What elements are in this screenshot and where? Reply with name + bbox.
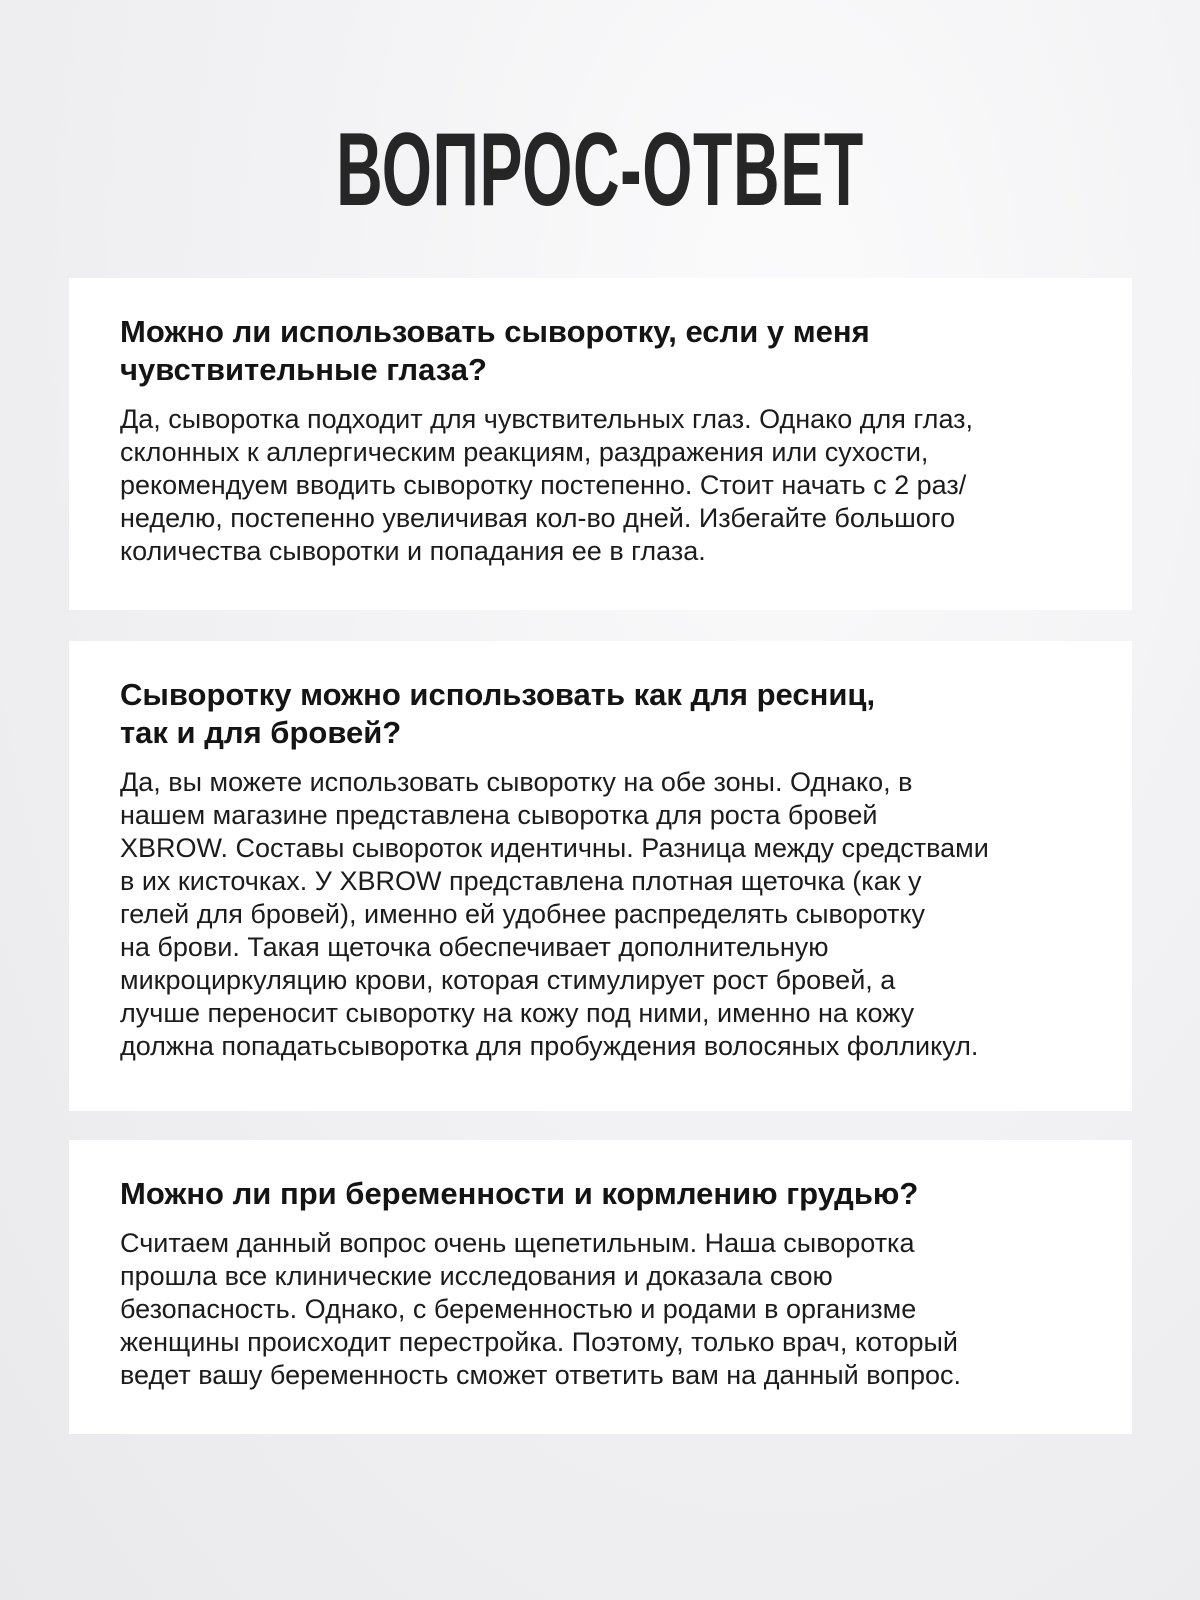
faq-answer: Считаем данный вопрос очень щепетильным. Наша сыворотка прошла все клинические исследования и доказала свою безопасность. Однако, с беременностью и родами в организме женщины происходит перестройка. Поэтому, только врач, который ведет вашу беременность сможет ответить вам на данный вопрос. bbox=[120, 1228, 961, 1390]
faq-question: Можно ли использовать сыворотку, если у меня чувствительные глаза? bbox=[120, 314, 870, 387]
faq-answer: Да, сыворотка подходит для чувствительных глаз. Однако для глаз, склонных к аллергическим реакциям, раздражения или сухости, рекомендуем вводить сыворотку постепенно. Стоит начать с 2 раз/ неделю, постепенно увеличивая кол-во дней. Избегайте большого количества сыворотки и попадания ее в глаза. bbox=[120, 404, 974, 566]
faq-card bbox=[69, 278, 1132, 610]
faq-card bbox=[69, 1140, 1132, 1434]
faq-question: Сыворотку можно использовать как для ресниц, так и для бровей? bbox=[120, 677, 876, 750]
faq-card bbox=[69, 641, 1132, 1111]
page-title: ВОПРОС-ОТВЕТ bbox=[336, 112, 864, 228]
faq-answer: Да, вы можете использовать сыворотку на обе зоны. Однако, в нашем магазине представлена сыворотка для роста бровей XBROW. Составы сывороток идентичны. Разница между средствами в их кисточках. У XBROW представлена плотная щеточка (как у гелей для бровей), именно ей удобнее распределять сыворотку на брови. Такая щеточка обеспечивает дополнительную микроциркуляцию крови, которая стимулирует рост бровей, а лучше переносит сыворотку на кожу под ними, именно на кожу должна попадатьсыворотка для пробуждения волосяных фолликул. bbox=[120, 767, 989, 1061]
faq-question: Можно ли при беременности и кормлению грудью? bbox=[120, 1176, 919, 1211]
